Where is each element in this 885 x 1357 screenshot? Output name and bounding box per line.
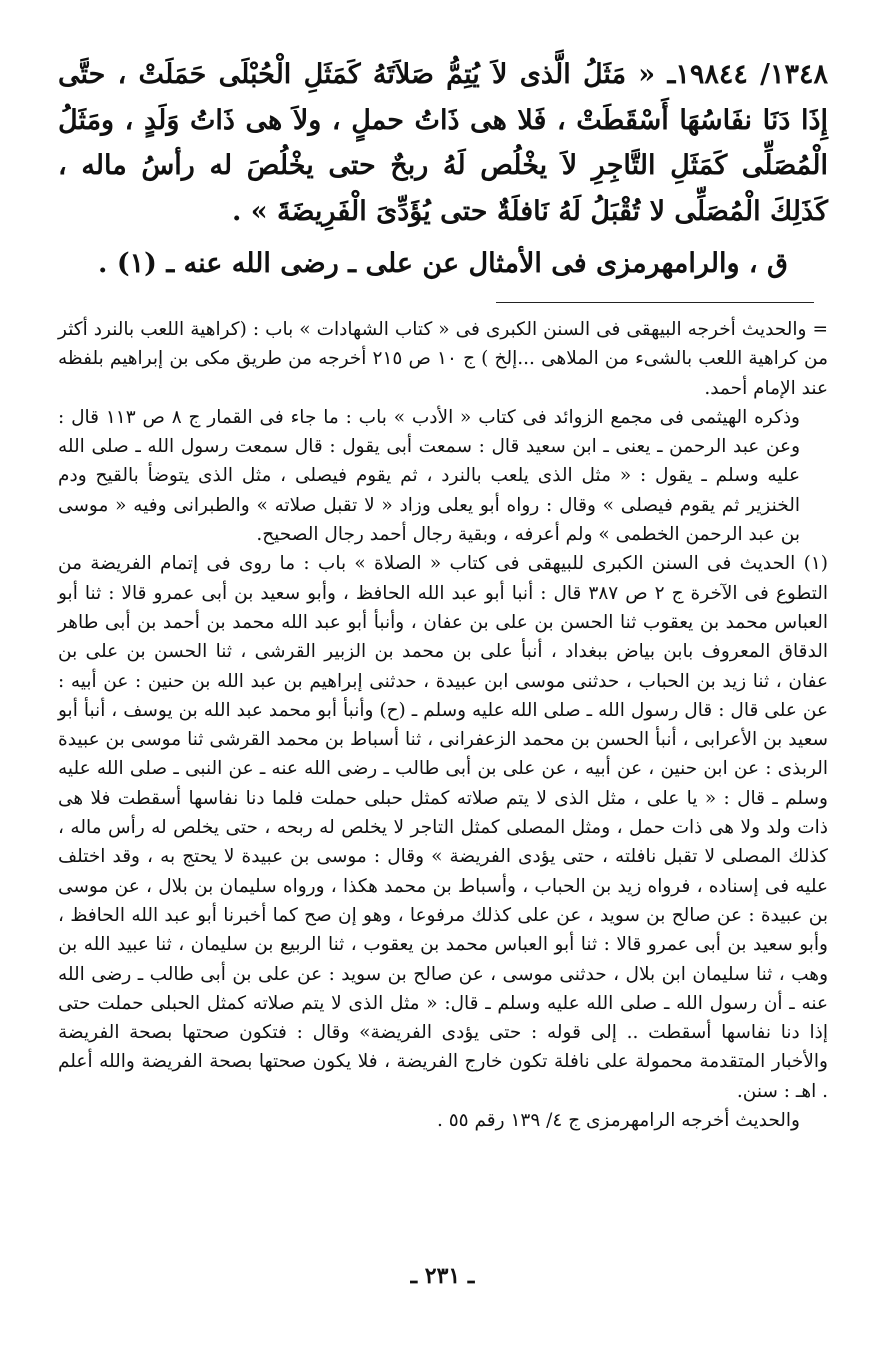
footnote-text: الحديث فى السنن الكبرى للبيهقى فى كتاب « الصلاة » باب : ما روى فى إتمام الفريضة من التطوع فى الآخرة ج ٢ ص ٣٨٧ قال : أنبا أبو عبد الله الحافظ ، وأبو سعيد بن أبى عمرو قالا : ثنا أبو العباس محمد بن يعقوب ثنا الحسن بن على بن عفان ، وأنبأ أبو عبد الله محمد بن أحمد بن أبى طاهر الدقاق المعروف بابن بياض ببغداد ، أنبأ على بن محمد بن الزبير القرشى ، ثنا الحسن بن على بن عفان ، ثنا زيد بن الحباب ، حدثنى موسى ابن عبيدة ، حدثنى إبراهيم بن عبد الله بن حنين : عن أبيه : عن على قال : قال رسول الله ـ صلى الله عليه وسلم ـ (ح) وأنبأ أبو محمد عبد الله بن يوسف ، أنبأ أبو سعيد بن الأعرابى ، أنبأ الحسن بن محمد الزعفرانى ، ثنا أسباط بن محمد القرشى ثنا موسى بن عبيدة الربذى : عن ابن حنين ، عن أبيه ، عن على بن أبى طالب ـ رضى الله عنه ـ عن النبى ـ صلى الله عليه وسلم ـ قال : « يا على ، مثل الذى لا يتم صلاته كمثل حبلى حملت فلما دنا نفاسها أسقطت فلا هى ذات ولد ولا هى ذات حمل ، ومثل المصلى كمثل التاجر لا يخلص له ربحه ، حتى يخلص له رأس ماله ، كذلك المصلى لا تقبل نافلته ، حتى يؤدى الفريضة » وقال : موسى بن عبيدة لا يحتج به ، وقد اختلف عليه فى إسناده ، فرواه زيد بن الحباب ، وأسباط بن محمد هكذا ، ورواه سليمان بن بلال ، عن موسى بن عبيدة : عن صالح بن سويد ، عن على كذلك مرفوعا ، وهو إن صح كما أخبرنا أبو عبد الله الحافظ ، وأبو سعيد بن أبى عمرو قالا : ثنا أبو العباس محمد بن يعقوب ، ثنا الربيع بن سليمان ، ثنا عبيد الله بن وهب ، ثنا سليمان ابن بلال ، حدثنى موسى ، عن صالح بن سويد : عن على بن أبى طالب ـ رضى الله عنه ـ أن رسول الله ـ صلى الله عليه وسلم ـ قال: « مثل الذى لا يتم صلاته كمثل الحبلى حملت حتى إذا دنا نفاسها أسقطت .. إلى قوله : حتى يؤدى الفريضة» وقال : فتكون صحتها بصحة الفريضة والأخبار المتقدمة محمولة على نافلة تكون خارج الفريضة ، فلا يكون صحتها بصحة الفريضة والله أعلم . اهـ : سنن. (58, 553, 828, 1102)
footnote-haythami: وذكره الهيثمى فى مجمع الزوائد فى كتاب « الأدب » باب : ما جاء فى القمار ج ٨ ص ١١٣ قال : وعن عبد الرحمن ـ يعنى ـ ابن سعيد قال : سمعت أبى يقول : قال سمعت رسول الله ـ صلى الله عليه وسلم ـ يقول : « مثل الذى يلعب بالنرد ، ثم يقوم فيصلى ، مثل الذى يتوضأ بالقيح ودم الخنزير ثم يقوم فيصلى » وقال : رواه أبو يعلى وزاد « لا تقبل صلاته » والطبرانى وفيه « موسى بن عبد الرحمن الخطمى » ولم أعرفه ، وبقية رجال أحمد رجال الصحيح. (58, 406, 800, 546)
footnote-divider (496, 302, 814, 303)
hadith-source: ق ، والرامهرمزى فى الأمثال عن على ـ رضى الله عنه ـ (١) . (98, 248, 788, 279)
footnote-label: (١) (803, 553, 828, 575)
footnote-text: والحديث أخرجه البيهقى فى السنن الكبرى فى « كتاب الشهادات » باب : (كراهية اللعب بالنرد أكثر من كراهية اللعب بالشىء من الملاهى ...إلخ ) ج ١٠ ص ٢١٥ أخرجه من طريق مكى بن إبراهيم بلفظه عند الإمام أحمد. (58, 319, 828, 399)
footnote-continued (58, 315, 828, 403)
hadith-text: « مَثَلُ الَّذى لاَ يُتِمُّ صَلاَتَهُ كَمَثَلِ الْحُبْلَى حَمَلَتْ ، حتَّى إِذَا دَنَا نفَاسُهَا أَسْقَطَتْ ، فَلا هى ذَاتُ حملٍ ، ولاَ هى ذَاتُ وَلَدٍ ، ومَثَلُ الْمُصَلِّى كَمَثَلِ التَّاجِرِ لاَ يخْلُص لَهُ ربحٌ حتى يخْلُصَ له رأسُ ماله ، كَذَلِكَ الْمُصَلِّى لا تُقْبَلُ لَهُ نَافلَةٌ حتى يُؤَدِّىَ الْفَرِيضَةَ » . (58, 59, 828, 227)
footnote-ramahurmuzi: والحديث أخرجه الرامهرمزى ج ٤/ ١٣٩ رقم ٥٥ . (436, 1110, 800, 1132)
page-body (58, 52, 828, 1135)
footnote-label: = (812, 319, 828, 340)
main-hadith (58, 52, 828, 234)
page-number: ـ ٢٣١ ـ (410, 1263, 475, 1289)
hadith-number: ١٣٤٨/ ١٩٨٤٤ـ (667, 59, 829, 90)
footnote-1 (58, 549, 828, 1106)
